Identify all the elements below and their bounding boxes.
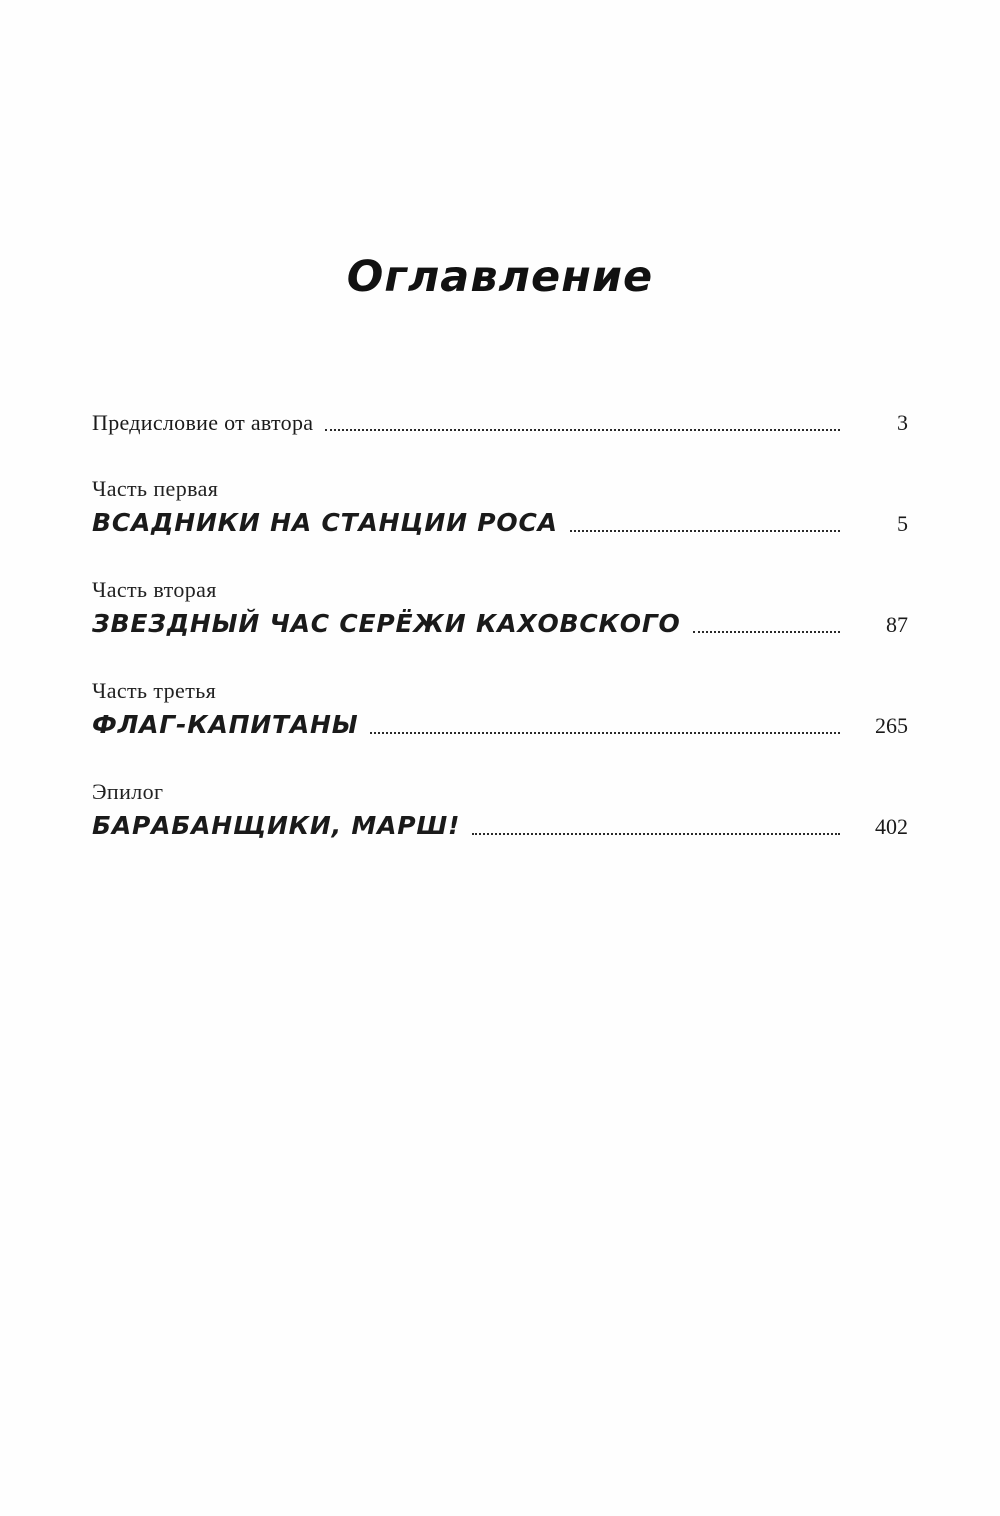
leader-dots: [370, 732, 840, 734]
entry-spacer: [92, 668, 908, 678]
toc-entry-line[interactable]: [92, 410, 908, 436]
toc-entry-line[interactable]: [92, 811, 908, 840]
toc-entry-page: 5: [897, 511, 908, 536]
leader-dots: [472, 833, 840, 835]
toc-entry-title: ФЛАГ-КАПИТАНЫ: [92, 710, 359, 739]
toc-entry-title: ЗВЕЗДНЫЙ ЧАС СЕРЁЖИ КАХОВСКОГО: [92, 609, 681, 638]
entry-spacer: [92, 567, 908, 577]
toc-entry-line[interactable]: [92, 710, 908, 739]
page-title: Оглавление: [346, 252, 654, 302]
entry-spacer: [92, 466, 908, 476]
toc-entry-kicker: Часть третья: [92, 678, 217, 703]
toc-entry-page: 87: [886, 612, 908, 637]
leader-dots: [325, 429, 840, 431]
toc-entry: [92, 410, 908, 436]
toc-entry-kicker: Часть первая: [92, 476, 219, 501]
toc-entry: [92, 779, 908, 840]
toc-entry-line[interactable]: [92, 508, 908, 537]
toc-entry-title: Предисловие от автора: [92, 410, 314, 435]
toc-entry: [92, 476, 908, 537]
toc-entry-title: ВСАДНИКИ НА СТАНЦИИ РОСА: [92, 508, 558, 537]
toc-entry-line[interactable]: [92, 609, 908, 638]
leader-dots: [570, 530, 840, 532]
leader-dots: [693, 631, 840, 633]
entry-spacer: [92, 769, 908, 779]
toc-entry-page: 265: [875, 713, 908, 738]
toc-entry-title: БАРАБАНЩИКИ, МАРШ!: [92, 811, 461, 840]
toc-entry-page: 402: [875, 814, 908, 839]
table-of-contents: [92, 410, 908, 870]
toc-entry: [92, 577, 908, 638]
toc-entry-kicker: Часть вторая: [92, 577, 217, 602]
toc-entry-kicker: Эпилог: [92, 779, 164, 804]
toc-entry: [92, 678, 908, 739]
toc-entry-page: 3: [897, 410, 908, 435]
